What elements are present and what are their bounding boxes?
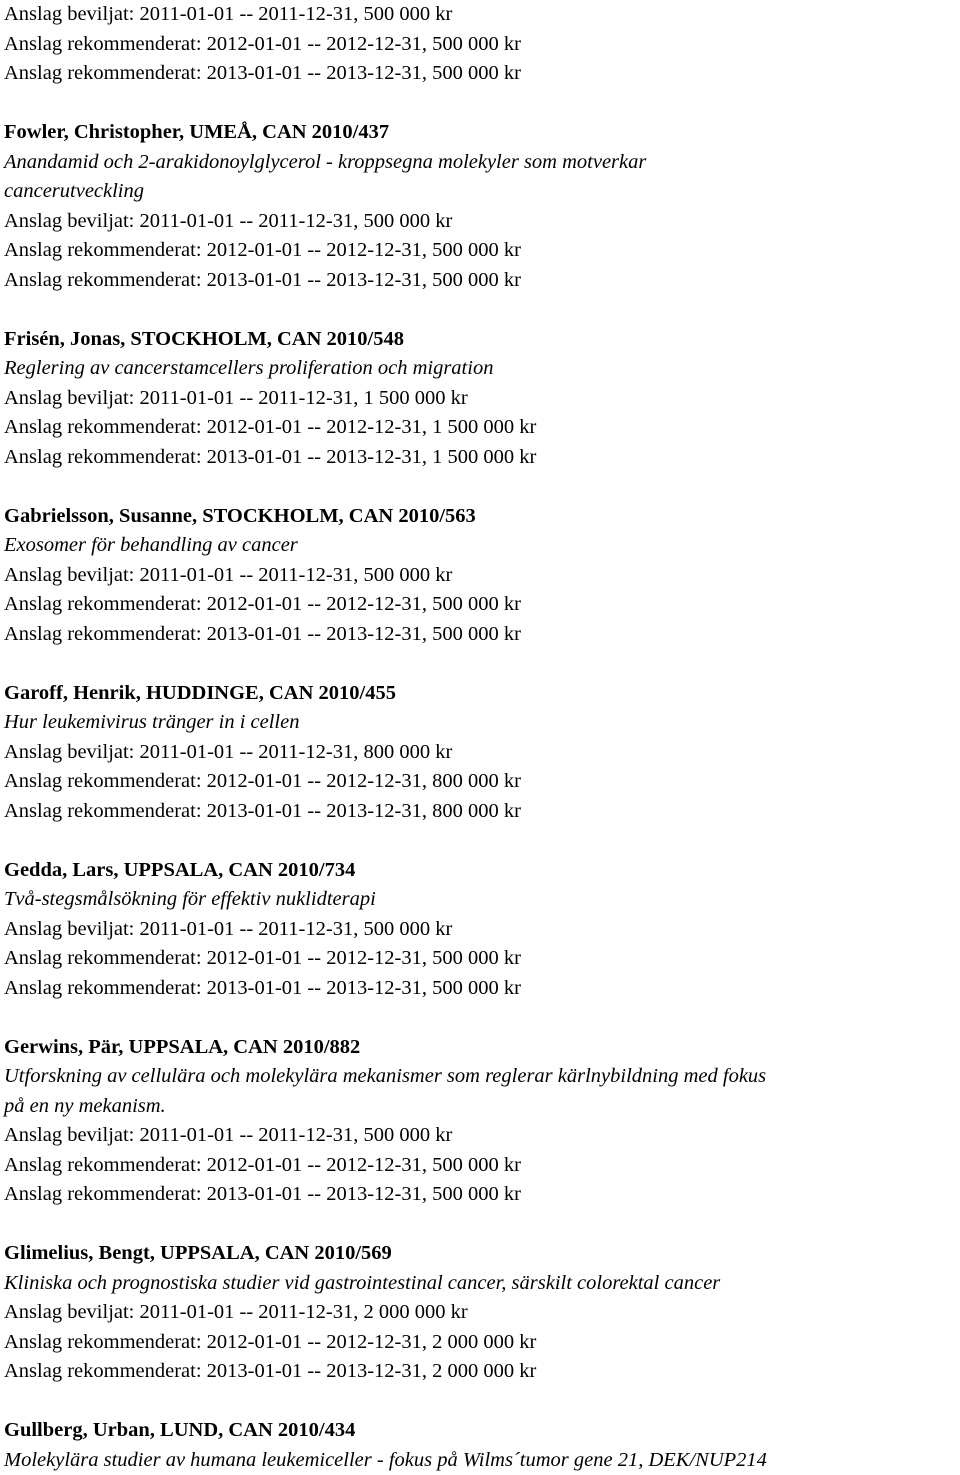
grant-line: Anslag beviljat: 2011-01-01 -- 2011-12-31, 500 000 kr <box>4 561 960 591</box>
entry-spacer <box>4 472 960 502</box>
project-title-line: Anandamid och 2-arakidonoylglycerol - kroppsegna molekyler som motverkar <box>4 148 960 178</box>
grant-line: Anslag rekommenderat: 2012-01-01 -- 2012-12-31, 500 000 kr <box>4 236 960 266</box>
entry-spacer <box>4 1210 960 1240</box>
project-title-line: Utforskning av cellulära och molekylära mekanismer som reglerar kärlnybildning med fokus <box>4 1062 960 1092</box>
grant-line: Anslag beviljat: 2011-01-01 -- 2011-12-31, 500 000 kr <box>4 207 960 237</box>
grant-line: Anslag rekommenderat: 2012-01-01 -- 2012-12-31, 500 000 kr <box>4 944 960 974</box>
entry-list <box>4 89 960 1475</box>
project-title-line: Exosomer för behandling av cancer <box>4 531 960 561</box>
project-title-line: Reglering av cancerstamcellers proliferation och migration <box>4 354 960 384</box>
grant-line: Anslag rekommenderat: 2012-01-01 -- 2012-12-31, 500 000 kr <box>4 590 960 620</box>
grant-line: Anslag rekommenderat: 2013-01-01 -- 2013-12-31, 800 000 kr <box>4 797 960 827</box>
grant-line: Anslag rekommenderat: 2012-01-01 -- 2012-12-31, 500 000 kr <box>4 30 960 60</box>
grant-line: Anslag rekommenderat: 2013-01-01 -- 2013-12-31, 500 000 kr <box>4 266 960 296</box>
entry-heading: Fowler, Christopher, UMEÅ, CAN 2010/437 <box>4 118 960 148</box>
entry-spacer <box>4 295 960 325</box>
entry-heading: Gedda, Lars, UPPSALA, CAN 2010/734 <box>4 856 960 886</box>
project-title-line: Två-stegsmålsökning för effektiv nuklidterapi <box>4 885 960 915</box>
document-page <box>4 0 960 1475</box>
project-title-line: Kliniska och prognostiska studier vid gastrointestinal cancer, särskilt colorektal cancer <box>4 1269 960 1299</box>
entry-heading: Garoff, Henrik, HUDDINGE, CAN 2010/455 <box>4 679 960 709</box>
project-title-line: Molekylära studier av humana leukemiceller - fokus på Wilms´tumor gene 21, DEK/NUP214 <box>4 1446 960 1475</box>
grant-line: Anslag rekommenderat: 2013-01-01 -- 2013-12-31, 500 000 kr <box>4 1180 960 1210</box>
grant-entry <box>4 502 960 650</box>
entry-heading: Gabrielsson, Susanne, STOCKHOLM, CAN 2010/563 <box>4 502 960 532</box>
grant-line: Anslag rekommenderat: 2012-01-01 -- 2012-12-31, 500 000 kr <box>4 1151 960 1181</box>
grant-line: Anslag rekommenderat: 2012-01-01 -- 2012-12-31, 1 500 000 kr <box>4 413 960 443</box>
grant-line: Anslag rekommenderat: 2013-01-01 -- 2013-12-31, 1 500 000 kr <box>4 443 960 473</box>
entry-spacer <box>4 1003 960 1033</box>
entry-spacer <box>4 826 960 856</box>
entry-spacer <box>4 89 960 119</box>
entry-heading: Frisén, Jonas, STOCKHOLM, CAN 2010/548 <box>4 325 960 355</box>
entry-heading: Gerwins, Pär, UPPSALA, CAN 2010/882 <box>4 1033 960 1063</box>
grant-line: Anslag rekommenderat: 2013-01-01 -- 2013-12-31, 2 000 000 kr <box>4 1357 960 1387</box>
project-title-line: cancerutveckling <box>4 177 960 207</box>
leading-grant-block <box>4 0 960 89</box>
grant-entry <box>4 118 960 295</box>
grant-line: Anslag rekommenderat: 2012-01-01 -- 2012-12-31, 2 000 000 kr <box>4 1328 960 1358</box>
grant-entry <box>4 1033 960 1210</box>
grant-entry <box>4 679 960 827</box>
grant-entry <box>4 856 960 1004</box>
grant-line: Anslag beviljat: 2011-01-01 -- 2011-12-31, 500 000 kr <box>4 1121 960 1151</box>
grant-line: Anslag rekommenderat: 2013-01-01 -- 2013-12-31, 500 000 kr <box>4 620 960 650</box>
grant-line: Anslag beviljat: 2011-01-01 -- 2011-12-31, 500 000 kr <box>4 0 960 30</box>
entry-spacer <box>4 649 960 679</box>
grant-line: Anslag rekommenderat: 2013-01-01 -- 2013-12-31, 500 000 kr <box>4 974 960 1004</box>
grant-entry <box>4 1416 960 1475</box>
grant-line: Anslag rekommenderat: 2012-01-01 -- 2012-12-31, 800 000 kr <box>4 767 960 797</box>
entry-spacer <box>4 1387 960 1417</box>
project-title-line: på en ny mekanism. <box>4 1092 960 1122</box>
grant-entry <box>4 325 960 473</box>
project-title-line: Hur leukemivirus tränger in i cellen <box>4 708 960 738</box>
grant-line: Anslag beviljat: 2011-01-01 -- 2011-12-31, 800 000 kr <box>4 738 960 768</box>
grant-line: Anslag beviljat: 2011-01-01 -- 2011-12-31, 500 000 kr <box>4 915 960 945</box>
grant-line: Anslag beviljat: 2011-01-01 -- 2011-12-31, 2 000 000 kr <box>4 1298 960 1328</box>
entry-heading: Glimelius, Bengt, UPPSALA, CAN 2010/569 <box>4 1239 960 1269</box>
grant-line: Anslag beviljat: 2011-01-01 -- 2011-12-31, 1 500 000 kr <box>4 384 960 414</box>
entry-heading: Gullberg, Urban, LUND, CAN 2010/434 <box>4 1416 960 1446</box>
grant-line: Anslag rekommenderat: 2013-01-01 -- 2013-12-31, 500 000 kr <box>4 59 960 89</box>
grant-entry <box>4 1239 960 1387</box>
